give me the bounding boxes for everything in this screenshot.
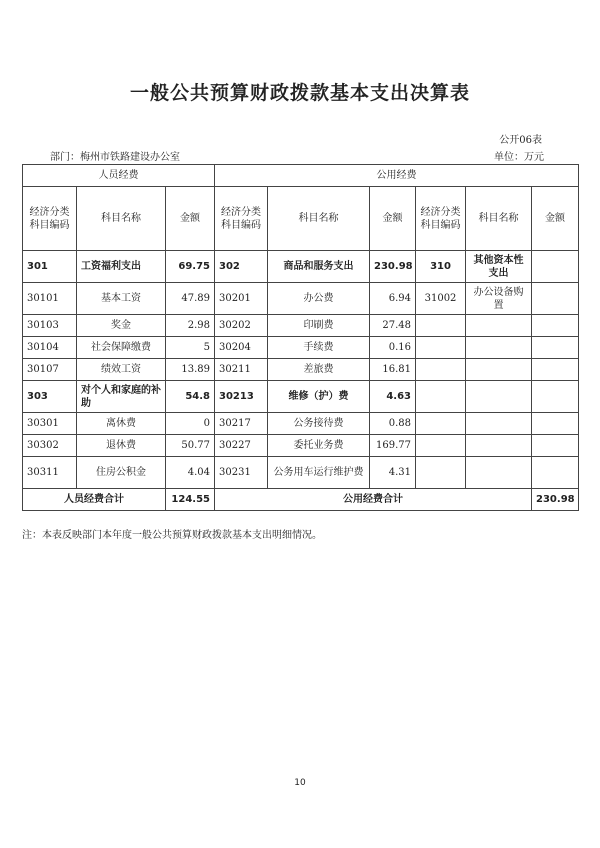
cell-amount: 5: [166, 337, 215, 359]
cell-code: 30201: [215, 283, 268, 315]
cell-amount: [532, 315, 579, 337]
cell-name: [466, 337, 532, 359]
form-number: 公开06表: [499, 135, 542, 146]
group-personnel: 人员经费: [23, 165, 215, 187]
cell-amount: [532, 381, 579, 413]
cell-amount: [532, 337, 579, 359]
cell-code: 302: [215, 251, 268, 283]
cell-name: 绩效工资: [77, 359, 166, 381]
cell-name: 对个人和家庭的补助: [77, 381, 166, 413]
table-row: [23, 413, 579, 435]
cell-amount: 54.8: [166, 381, 215, 413]
cell-amount: 16.81: [370, 359, 416, 381]
cell-code: 30204: [215, 337, 268, 359]
header-name-1: 科目名称: [77, 187, 166, 251]
total-row: [23, 489, 579, 511]
table-row: [23, 435, 579, 457]
cell-code: 30213: [215, 381, 268, 413]
group-header-row: [23, 165, 579, 187]
group-public: 公用经费: [215, 165, 579, 187]
page-number: 10: [294, 778, 306, 788]
personnel-total-value: 124.55: [166, 489, 215, 511]
cell-code: 30227: [215, 435, 268, 457]
cell-amount: 13.89: [166, 359, 215, 381]
table-row: [23, 315, 579, 337]
cell-amount: 47.89: [166, 283, 215, 315]
cell-name: 工资福利支出: [77, 251, 166, 283]
cell-amount: [532, 359, 579, 381]
cell-amount: 2.98: [166, 315, 215, 337]
cell-code: 30217: [215, 413, 268, 435]
department-label: 部门：梅州市铁路建设办公室: [50, 152, 180, 163]
cell-code: 301: [23, 251, 77, 283]
cell-amount: 0.16: [370, 337, 416, 359]
cell-code: 30101: [23, 283, 77, 315]
cell-code: 30202: [215, 315, 268, 337]
cell-code: 30302: [23, 435, 77, 457]
cell-amount: 4.04: [166, 457, 215, 489]
cell-code: [416, 315, 466, 337]
cell-name: 住房公积金: [77, 457, 166, 489]
cell-name: 其他资本性支出: [466, 251, 532, 283]
cell-amount: [532, 457, 579, 489]
cell-name: [466, 381, 532, 413]
table-row: [23, 337, 579, 359]
cell-amount: 4.63: [370, 381, 416, 413]
header-code-3: 经济分类科目编码: [416, 187, 466, 251]
cell-code: [416, 457, 466, 489]
cell-name: 差旅费: [268, 359, 370, 381]
cell-amount: 230.98: [370, 251, 416, 283]
cell-code: [416, 435, 466, 457]
cell-amount: 50.77: [166, 435, 215, 457]
cell-code: 303: [23, 381, 77, 413]
cell-name: 商品和服务支出: [268, 251, 370, 283]
table-row: [23, 381, 579, 413]
cell-name: 手续费: [268, 337, 370, 359]
cell-amount: 4.31: [370, 457, 416, 489]
cell-name: 印刷费: [268, 315, 370, 337]
public-total-value: 230.98: [532, 489, 579, 511]
cell-code: 31002: [416, 283, 466, 315]
cell-name: 离休费: [77, 413, 166, 435]
header-amount-3: 金额: [532, 187, 579, 251]
cell-code: 30311: [23, 457, 77, 489]
cell-code: 310: [416, 251, 466, 283]
cell-code: [416, 381, 466, 413]
footnote: 注：本表反映部门本年度一般公共预算财政拨款基本支出明细情况。: [22, 530, 322, 541]
cell-code: 30211: [215, 359, 268, 381]
cell-name: [466, 359, 532, 381]
header-code-2: 经济分类科目编码: [215, 187, 268, 251]
cell-amount: [532, 283, 579, 315]
header-amount-2: 金额: [370, 187, 416, 251]
expenditure-table: [22, 164, 579, 511]
cell-code: [416, 337, 466, 359]
unit-label: 单位：万元: [494, 152, 544, 163]
table-row: [23, 283, 579, 315]
cell-name: 退休费: [77, 435, 166, 457]
cell-amount: 0.88: [370, 413, 416, 435]
cell-amount: [532, 435, 579, 457]
page-title: 一般公共预算财政拨款基本支出决算表: [129, 82, 470, 104]
cell-amount: 27.48: [370, 315, 416, 337]
table-row: [23, 359, 579, 381]
cell-name: 公务接待费: [268, 413, 370, 435]
header-name-2: 科目名称: [268, 187, 370, 251]
header-code-1: 经济分类科目编码: [23, 187, 77, 251]
cell-amount: 69.75: [166, 251, 215, 283]
table-row: [23, 251, 579, 283]
cell-name: 委托业务费: [268, 435, 370, 457]
cell-name: 社会保障缴费: [77, 337, 166, 359]
cell-name: 维修（护）费: [268, 381, 370, 413]
column-header-row: [23, 187, 579, 251]
cell-amount: 0: [166, 413, 215, 435]
cell-code: 30301: [23, 413, 77, 435]
table-row: [23, 457, 579, 489]
cell-amount: 169.77: [370, 435, 416, 457]
cell-code: [416, 413, 466, 435]
cell-amount: 6.94: [370, 283, 416, 315]
cell-name: 办公费: [268, 283, 370, 315]
cell-code: 30107: [23, 359, 77, 381]
cell-name: 办公设备购置: [466, 283, 532, 315]
cell-name: 基本工资: [77, 283, 166, 315]
header-amount-1: 金额: [166, 187, 215, 251]
cell-name: [466, 413, 532, 435]
cell-code: 30231: [215, 457, 268, 489]
cell-name: [466, 315, 532, 337]
cell-name: 奖金: [77, 315, 166, 337]
cell-amount: [532, 251, 579, 283]
cell-code: [416, 359, 466, 381]
public-total-label: 公用经费合计: [215, 489, 532, 511]
cell-name: 公务用车运行维护费: [268, 457, 370, 489]
cell-code: 30103: [23, 315, 77, 337]
cell-name: [466, 457, 532, 489]
header-name-3: 科目名称: [466, 187, 532, 251]
cell-code: 30104: [23, 337, 77, 359]
cell-name: [466, 435, 532, 457]
cell-amount: [532, 413, 579, 435]
personnel-total-label: 人员经费合计: [23, 489, 166, 511]
